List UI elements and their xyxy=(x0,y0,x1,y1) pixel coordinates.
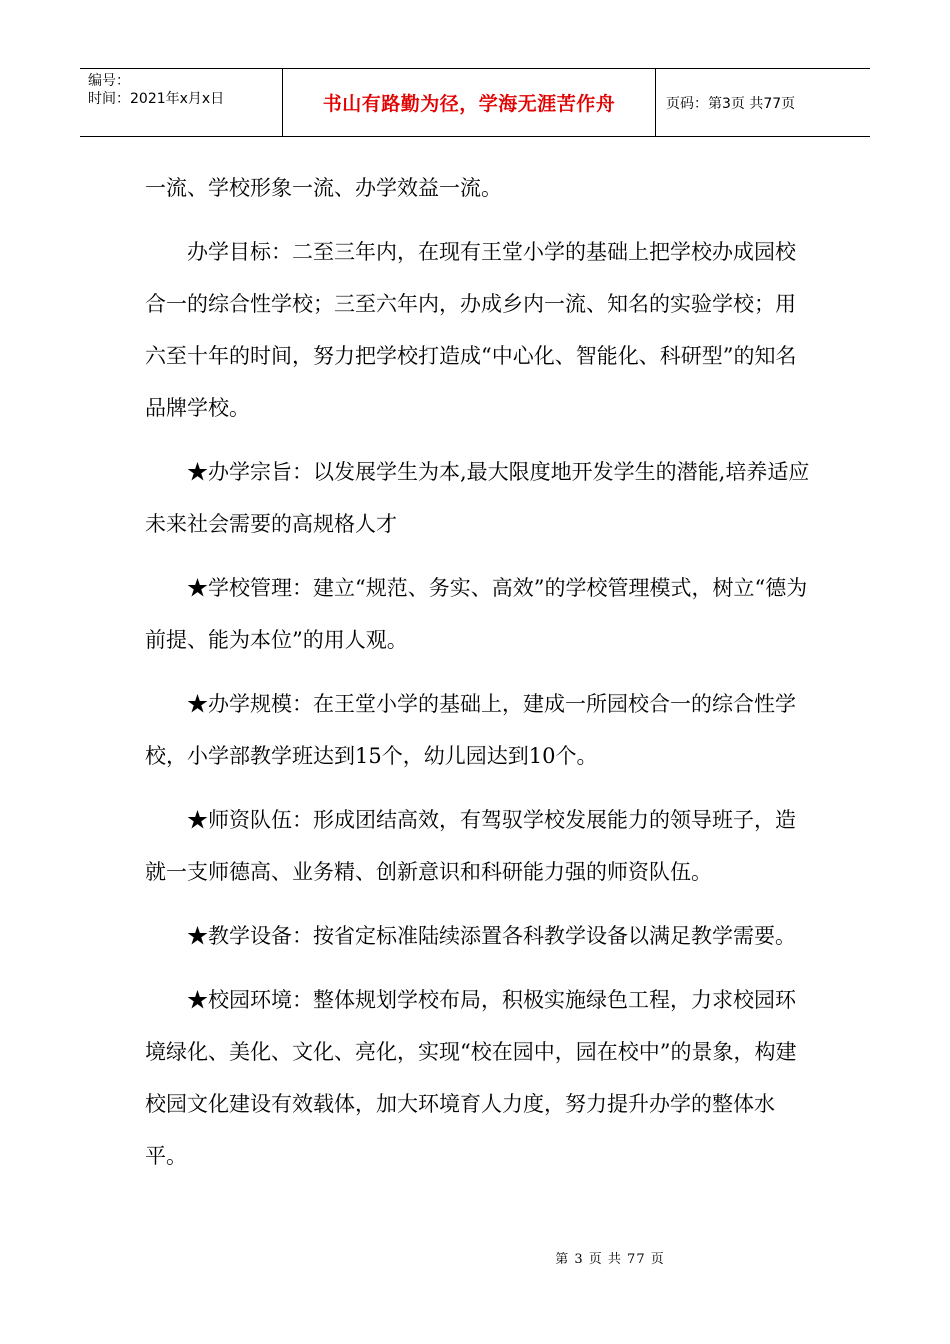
doc-date-label: 时间：2021年x月x日 xyxy=(88,91,225,107)
header-page-info: 页码：第3页 共77页 xyxy=(666,95,796,112)
doc-code-label: 编号： xyxy=(88,73,130,89)
paragraph-management: ★学校管理：建立“规范、务实、高效”的学校管理模式，树立“德为前提、能为本位”的用人观。 xyxy=(145,576,808,652)
header-motto: 书山有路勤为径，学海无涯苦作舟 xyxy=(282,69,656,136)
page-header xyxy=(80,68,870,137)
paragraph-environment: ★校园环境：整体规划学校布局，积极实施绿色工程，力求校园环境绿化、美化、文化、亮化，实现“校在园中，园在校中”的景象，构建校园文化建设有效载体，加大环境育人力度，努力提升办学的整体水平。 xyxy=(145,988,797,1168)
paragraph-faculty: ★师资队伍：形成团结高效，有驾驭学校发展能力的领导班子，造就一支师德高、业务精、创新意识和科研能力强的师资队伍。 xyxy=(145,808,796,884)
paragraph-goal: 办学目标：二至三年内，在现有王堂小学的基础上把学校办成园校合一的综合性学校；三至六年内，办成乡内一流、知名的实验学校；用六至十年的时间，努力把学校打造成“中心化、智能化、科研型”的知名品牌学校。 xyxy=(145,240,797,420)
page-footer: 第 3 页 共 77 页 xyxy=(555,1252,665,1267)
header-meta xyxy=(80,69,282,136)
paragraph-scale: ★办学规模：在王堂小学的基础上，建成一所园校合一的综合性学校，小学部教学班达到15个，幼儿园达到10个。 xyxy=(145,692,796,768)
paragraph-equipment: ★教学设备：按省定标准陆续添置各科教学设备以满足教学需要。 xyxy=(187,924,796,948)
paragraph-purpose: ★办学宗旨：以发展学生为本,最大限度地开发学生的潜能,培养适应未来社会需要的高规格人才 xyxy=(145,460,810,536)
document-body xyxy=(145,162,815,1194)
paragraph-continuation: 一流、学校形象一流、办学效益一流。 xyxy=(145,176,502,200)
